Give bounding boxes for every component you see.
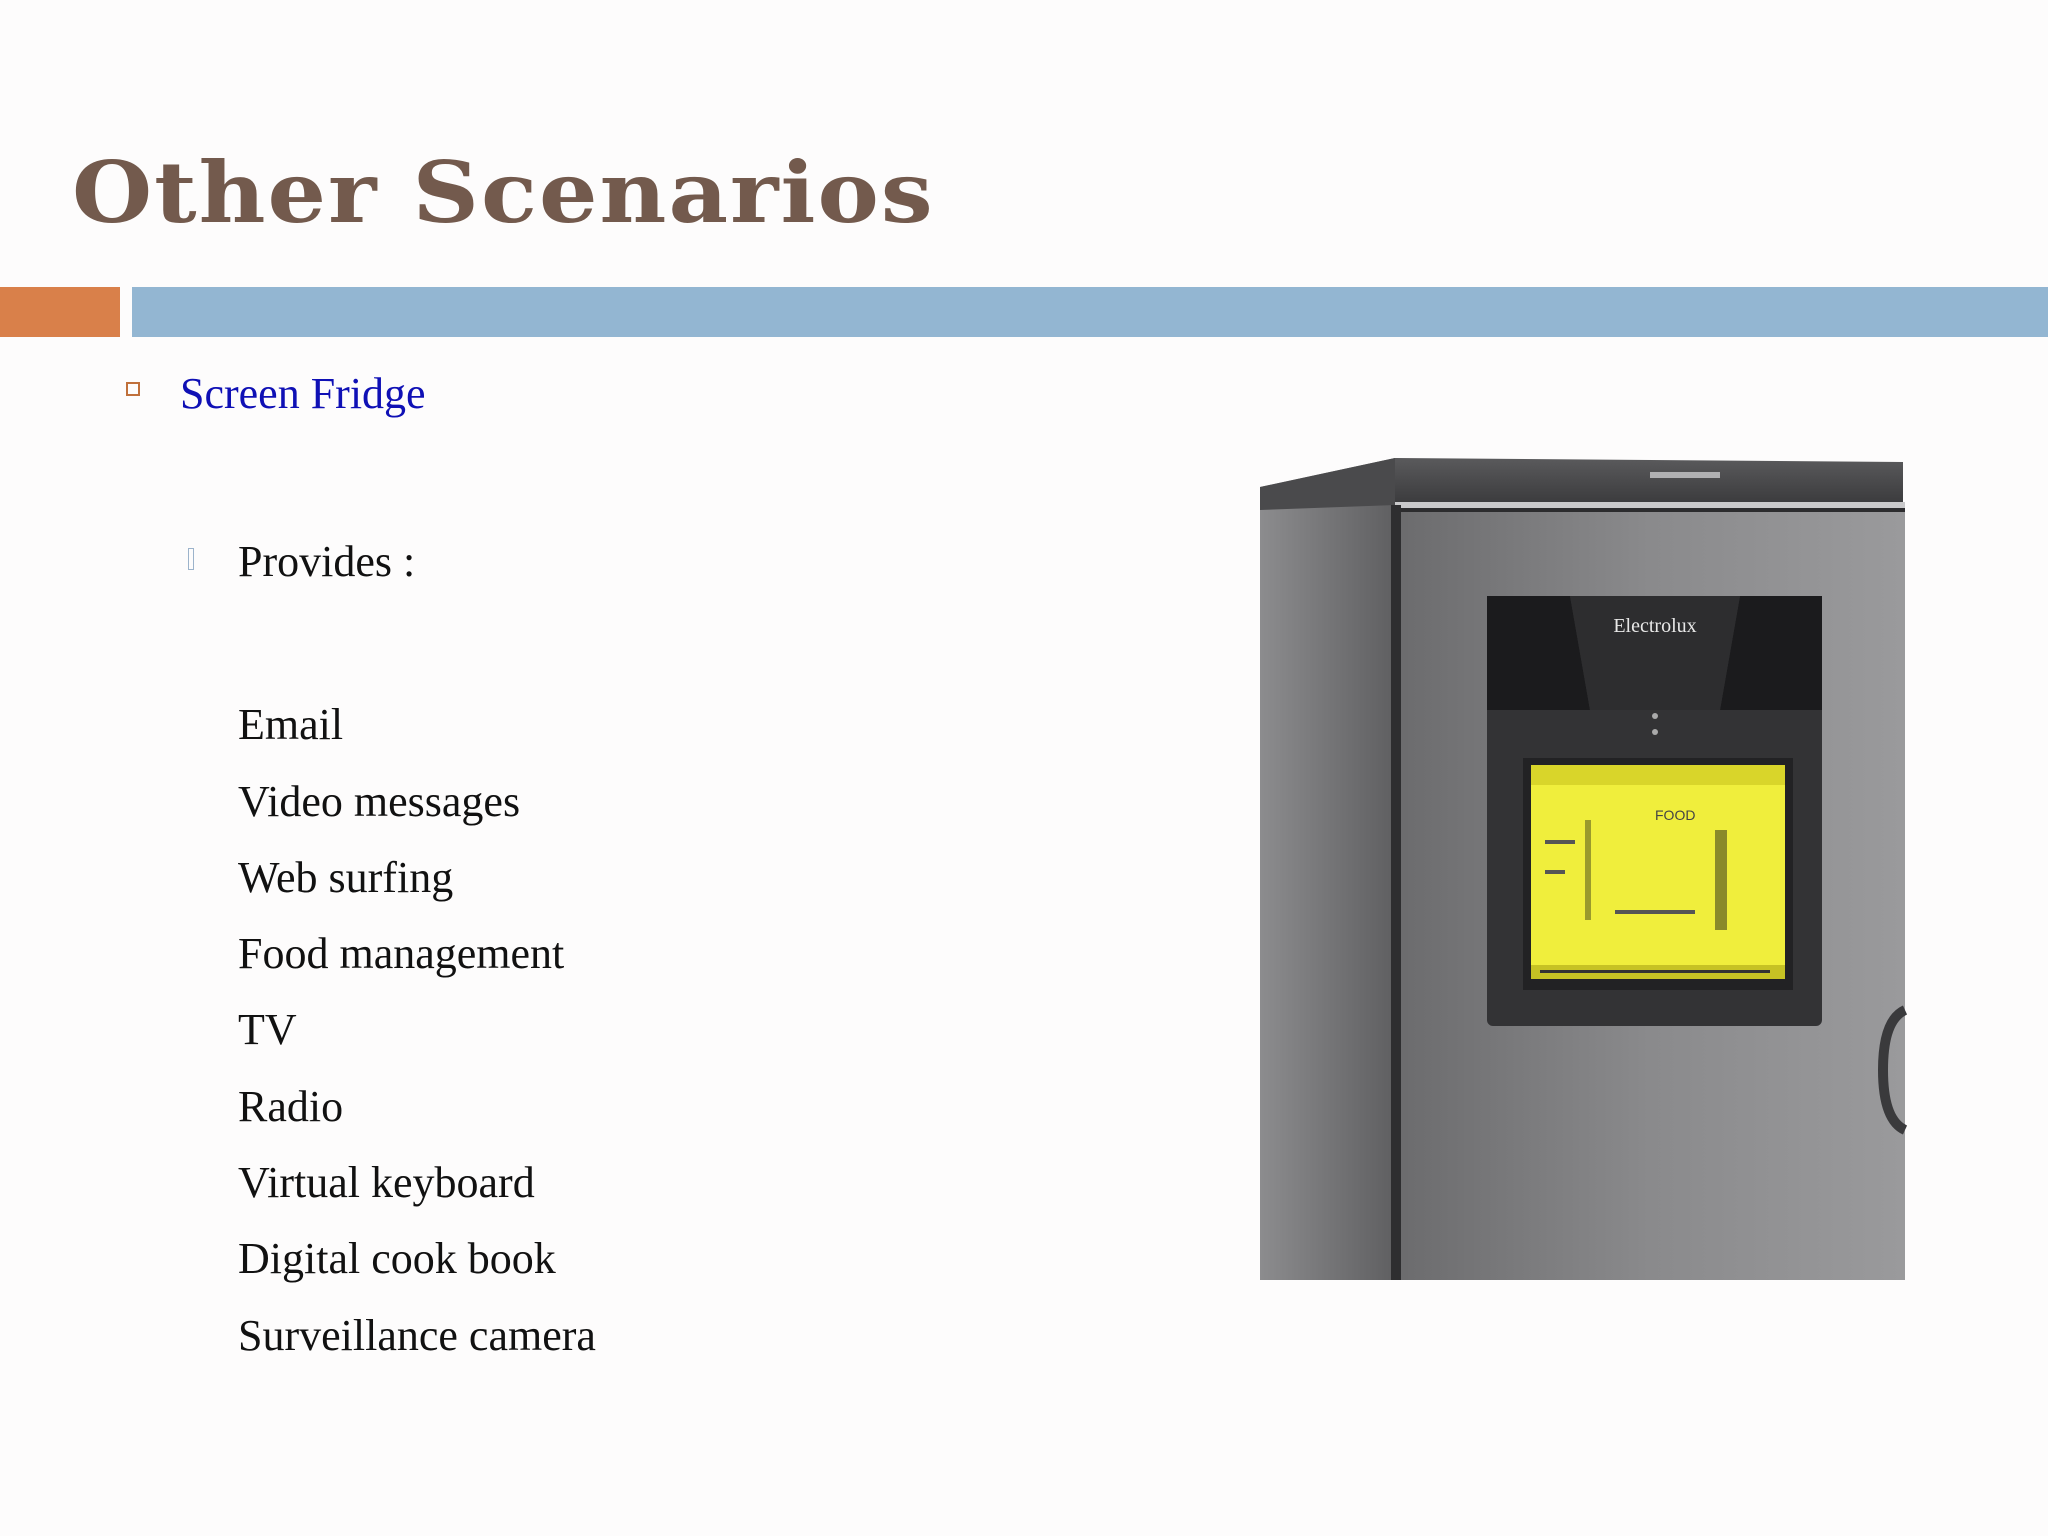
list-item: TV <box>238 1005 297 1054</box>
sub-bullet-icon <box>188 548 194 570</box>
blue-accent-bar <box>132 287 2048 337</box>
fridge-image <box>1255 450 1915 1285</box>
touch-screen <box>1531 765 1785 979</box>
provides-heading: Provides : <box>238 537 416 586</box>
list-item: Digital cook book <box>238 1234 556 1283</box>
list-item: Web surfing <box>238 853 454 902</box>
list-item: Radio <box>238 1082 344 1131</box>
list-item: Food management <box>238 929 565 978</box>
list-item: Video messages <box>238 777 521 826</box>
square-bullet-icon <box>126 382 140 396</box>
list-item: Email <box>238 700 344 749</box>
brand-label: Electrolux <box>1613 615 1697 637</box>
screen-food-label: FOOD <box>1655 807 1696 823</box>
slide-title: Other Scenarios <box>72 142 935 242</box>
list-item: Virtual keyboard <box>238 1158 535 1207</box>
fridge-top-trim <box>1395 458 1903 505</box>
bullet-screen-fridge: Screen Fridge <box>180 369 426 418</box>
list-item: Surveillance camera <box>238 1311 596 1360</box>
fridge-side-panel <box>1260 458 1395 1280</box>
orange-accent-bar <box>0 287 120 337</box>
